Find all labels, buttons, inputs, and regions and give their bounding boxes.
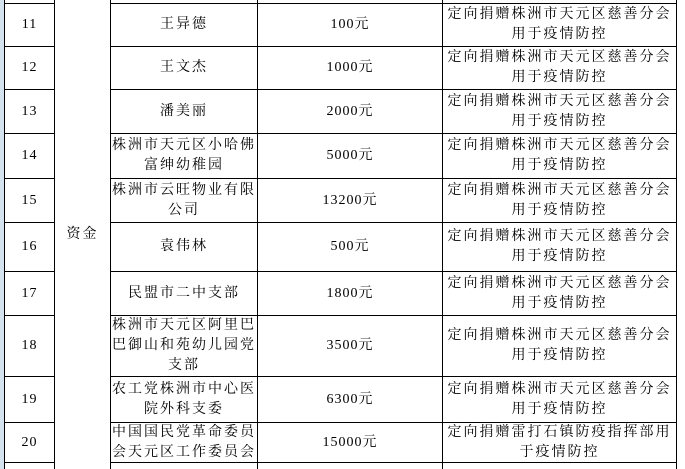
donor-name: 中国国民党革命委员会天元区工作委员会 [111, 423, 257, 462]
donor-name: 潘美丽 [111, 90, 257, 133]
donor-name: 王文杰 [111, 47, 257, 89]
donation-purpose: 定向捐赠株洲市天元区慈善分会用于疫情防控 [443, 47, 676, 89]
donor-name: 民盟市二中支部 [111, 272, 257, 315]
donation-amount: 13200元 [258, 179, 442, 222]
partial-row-cell [443, 0, 676, 3]
donation-amount: 5000元 [258, 134, 442, 178]
donation-purpose: 定向捐赠株洲市天元区慈善分会用于疫情防控 [443, 377, 676, 422]
donor-name: 王异德 [111, 4, 257, 46]
donation-purpose: 定向捐赠株洲市天元区慈善分会用于疫情防控 [443, 179, 676, 222]
partial-row-cell [258, 463, 442, 469]
row-number: 12 [5, 47, 54, 89]
partial-row-cell [111, 463, 257, 469]
donation-amount: 500元 [258, 223, 442, 271]
category-cell: 资金 [55, 0, 110, 469]
row-number: 17 [5, 272, 54, 315]
donation-purpose: 定向捐赠株洲市天元区慈善分会用于疫情防控 [443, 223, 676, 271]
row-number: 13 [5, 90, 54, 133]
donor-name: 袁伟林 [111, 223, 257, 271]
row-number: 16 [5, 223, 54, 271]
donation-purpose: 定向捐赠株洲市天元区慈善分会用于疫情防控 [443, 316, 676, 376]
donation-amount: 15000元 [258, 423, 442, 462]
donation-amount: 2000元 [258, 90, 442, 133]
partial-row-cell [258, 0, 442, 3]
donor-name: 农工党株洲市中心医院外科支委 [111, 377, 257, 422]
row-number: 11 [5, 4, 54, 46]
donation-amount: 6300元 [258, 377, 442, 422]
donor-name: 株洲市云旺物业有限公司 [111, 179, 257, 222]
donation-purpose: 定向捐赠雷打石镇防疫指挥部用于疫情防控 [443, 423, 676, 462]
partial-row-cell [5, 463, 54, 469]
row-number: 15 [5, 179, 54, 222]
row-number: 14 [5, 134, 54, 178]
row-number: 18 [5, 316, 54, 376]
donor-name: 株洲市天元区阿里巴巴御山和苑幼儿园党支部 [111, 316, 257, 376]
row-number: 19 [5, 377, 54, 422]
donation-purpose: 定向捐赠株洲市天元区慈善分会用于疫情防控 [443, 90, 676, 133]
donation-purpose: 定向捐赠株洲市天元区慈善分会用于疫情防控 [443, 4, 676, 46]
partial-row-cell [443, 463, 676, 469]
donation-amount: 1000元 [258, 47, 442, 89]
donation-amount: 100元 [258, 4, 442, 46]
partial-row-cell [111, 0, 257, 3]
donation-amount: 1800元 [258, 272, 442, 315]
donation-table [4, 0, 677, 469]
donation-purpose: 定向捐赠株洲市天元区慈善分会用于疫情防控 [443, 134, 676, 178]
partial-row-cell [5, 0, 54, 3]
donation-amount: 3500元 [258, 316, 442, 376]
donor-name: 株洲市天元区小哈佛富绅幼稚园 [111, 134, 257, 178]
row-number: 20 [5, 423, 54, 462]
donation-purpose: 定向捐赠株洲市天元区慈善分会用于疫情防控 [443, 272, 676, 315]
